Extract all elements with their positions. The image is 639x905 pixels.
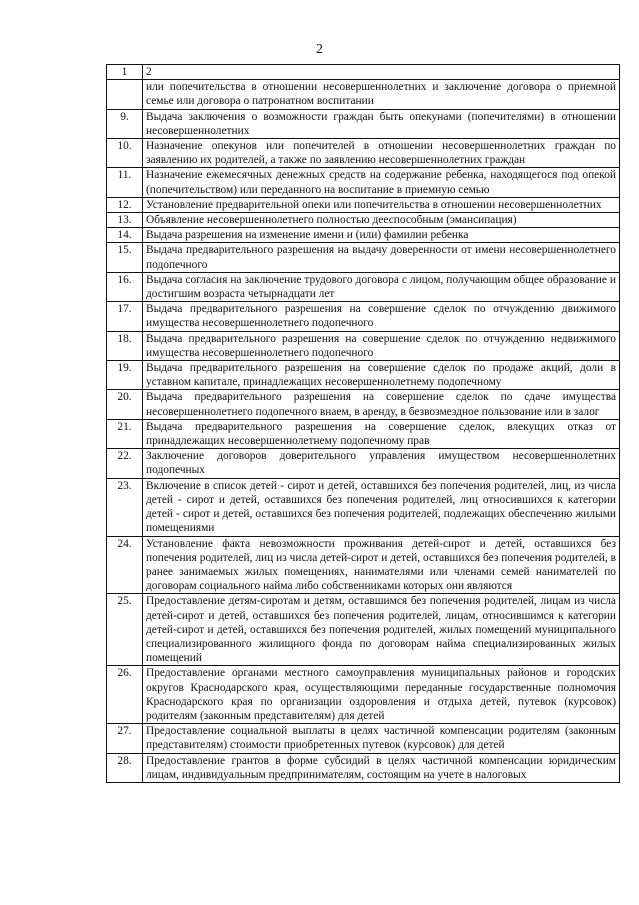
table-row (107, 243, 620, 272)
table-row (107, 478, 620, 536)
row-text: Выдача заключения о возможности граждан быть опекунами (попечителями) в отношении несовершеннолетних (143, 109, 620, 138)
row-number: 12. (107, 197, 143, 212)
table-row (107, 228, 620, 243)
table-row (107, 594, 620, 666)
row-text: Предоставление социальной выплаты в целях частичной компенсации родителям (законным представителям) стоимости приобретенных путевок (курсовок) для детей (143, 724, 620, 753)
row-number: 27. (107, 724, 143, 753)
table-row (107, 449, 620, 478)
row-text: Выдача предварительного разрешения на совершение сделок по отчуждению движимого имущества несовершеннолетнего подопечного (143, 302, 620, 331)
header-col-number: 1 (107, 65, 143, 80)
row-number: 28. (107, 753, 143, 782)
header-col-name: 2 (143, 65, 620, 80)
row-text: Выдача предварительного разрешения на совершение сделок, влекущих отказ от принадлежащих несовершеннолетнему подопечному прав (143, 419, 620, 448)
row-number: 17. (107, 302, 143, 331)
row-text: Включение в список детей - сирот и детей, оставшихся без попечения родителей, лиц, из числа детей - сирот и детей, оставшихся без попечения родителей, лиц относившихся к категории детей - сирот и детей, оставшихся без попечения родителей, подлежащих обеспечению жилыми помещениями (143, 478, 620, 536)
row-number (107, 80, 143, 109)
row-text: Назначение опекунов или попечителей в отношении несовершеннолетних граждан по заявлению их родителей, а также по заявлению несовершеннолетних граждан (143, 139, 620, 168)
row-text: Выдача предварительного разрешения на выдачу доверенности от имени несовершеннолетнего подопечного (143, 243, 620, 272)
row-text: Предоставление грантов в форме субсидий в целях частичной компенсации юридическим лицам, индивидуальным предпринимателям, состоящим на учете в налоговых (143, 753, 620, 782)
row-number: 11. (107, 168, 143, 197)
table-row (107, 666, 620, 724)
row-text: Предоставление детям-сиротам и детям, оставшимся без попечения родителей, лицам из числа детей-сирот и детей, оставшихся без попечения родителей, лицам, относившимся к категории детей-сирот и детей, оставшихся без попечения родителей, жилых помещений муниципального специализированного жилищного фонда по договорам найма специализированных жилых помещений (143, 594, 620, 666)
row-text: Выдача предварительного разрешения на совершение сделок по сдаче имущества несовершеннолетнего подопечного внаем, в аренду, в безвозмездное пользование или в залог (143, 390, 620, 419)
row-number: 22. (107, 449, 143, 478)
row-number: 21. (107, 419, 143, 448)
row-text: Выдача разрешения на изменение имени и (или) фамилии ребенка (143, 228, 620, 243)
services-table (106, 64, 620, 783)
row-text: Предоставление органами местного самоуправления муниципальных районов и городских округов Краснодарского края, осуществляющими переданные государственные полномочия Краснодарского края по организации оздоровления и отдыха детей, путевок (курсовок) родителям (законным представителям) для детей (143, 666, 620, 724)
table-row (107, 302, 620, 331)
table-row (107, 536, 620, 594)
row-number: 25. (107, 594, 143, 666)
table-row (107, 139, 620, 168)
table-row (107, 724, 620, 753)
row-number: 10. (107, 139, 143, 168)
table-row (107, 331, 620, 360)
row-number: 9. (107, 109, 143, 138)
row-number: 18. (107, 331, 143, 360)
row-number: 23. (107, 478, 143, 536)
row-number: 15. (107, 243, 143, 272)
table-row (107, 80, 620, 109)
row-text: или попечительства в отношении несовершеннолетних и заключение договора о приемной семье или договора о патронатном воспитании (143, 80, 620, 109)
table-row (107, 197, 620, 212)
row-number: 14. (107, 228, 143, 243)
table-row (107, 361, 620, 390)
page-number: 2 (316, 42, 323, 57)
table-header-row (107, 65, 620, 80)
row-text: Выдача предварительного разрешения на совершение сделок по отчуждению недвижимого имущества несовершеннолетнего подопечного (143, 331, 620, 360)
table-row (107, 272, 620, 301)
table-row (107, 753, 620, 782)
row-text: Выдача предварительного разрешения на совершение сделок по продаже акций, доли в уставном капитале, принадлежащих несовершеннолетнему подопечному (143, 361, 620, 390)
table-row (107, 419, 620, 448)
row-text: Заключение договоров доверительного управления имуществом несовершеннолетних подопечных (143, 449, 620, 478)
table-row (107, 213, 620, 228)
row-number: 20. (107, 390, 143, 419)
row-text: Назначение ежемесячных денежных средств на содержание ребенка, находящегося под опекой (попечительством) или переданного на воспитание в приемную семью (143, 168, 620, 197)
row-number: 24. (107, 536, 143, 594)
row-text: Установление факта невозможности проживания детей-сирот и детей, оставшихся без попечения родителей, лиц из числа детей-сирот и детей, оставшихся без попечения родителей, в ранее занимаемых жилых помещениях, нанимателями или членами семей нанимателей по договорам социального найма либо собственниками которых они являются (143, 536, 620, 594)
row-number: 13. (107, 213, 143, 228)
row-text: Выдача согласия на заключение трудового договора с лицом, получающим общее образование и достигшим возраста четырнадцати лет (143, 272, 620, 301)
row-text: Объявление несовершеннолетнего полностью дееспособным (эмансипация) (143, 213, 620, 228)
row-number: 19. (107, 361, 143, 390)
table-row (107, 168, 620, 197)
row-text: Установление предварительной опеки или попечительства в отношении несовершеннолетних (143, 197, 620, 212)
table-row (107, 109, 620, 138)
table-row (107, 390, 620, 419)
row-number: 26. (107, 666, 143, 724)
row-number: 16. (107, 272, 143, 301)
